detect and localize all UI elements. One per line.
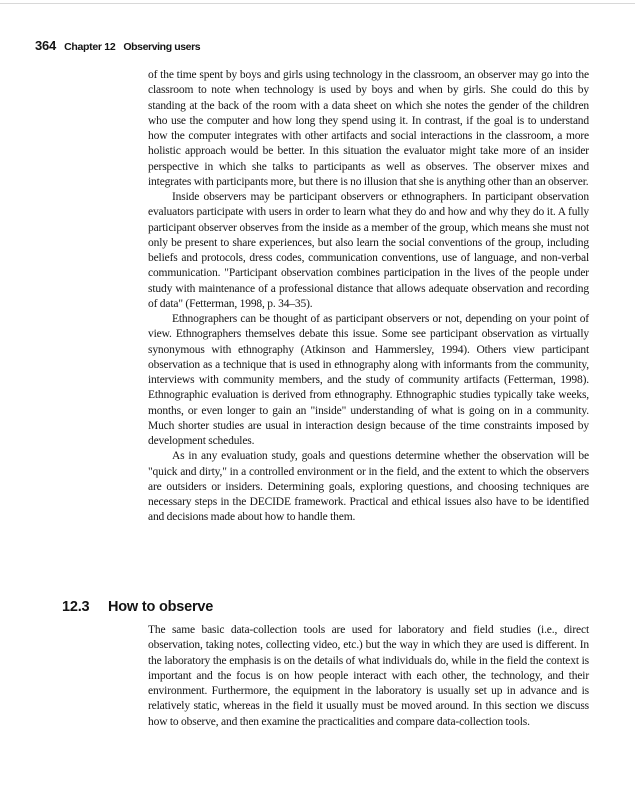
section-body-text: [148, 623, 589, 730]
paragraph: of the time spent by boys and girls using technology in the classroom, an observer may go into the classroom to note when technology is used by boys and when by girls. She could do this by standing at the back of the room with a data sheet on which she notes the gender of the children who use the computer and how long they spend using it. In contrast, if the goal is to understand how the computer integrates with other artifacts and social interactions in the classroom, a more holistic approach would be better. In this situation the evaluator might take more of an insider perspective in which she talks to participants as well as observes. The observer mixes and integrates with participants more, but there is no illusion that she is anything other than an observer.: [148, 69, 589, 188]
paragraph: The same basic data-collection tools are used for laboratory and field studies (i.e., direct observation, taking notes, collecting video, etc.) but the way in which they are used is different. In the laboratory the emphasis is on the details of what individuals do, while in the field the context is important and the focus is on how people interact with each other, the technology, and their environment. Furthermore, the equipment in the laboratory is usually set up in advance and is relatively static, whereas in the field it usually must be moved around. In this section we discuss how to observe, and then examine the practicalities and compare data-collection tools.: [148, 624, 589, 728]
paragraph: As in any evaluation study, goals and questions determine whether the observation will be "quick and dirty," in a controlled environment or in the field, and the extent to which the observers are outsiders or insiders. Determining goals, exploring questions, and choosing techniques are necessary steps in the DECIDE framework. Practical and ethical issues also have to be identified and decisions made about how to handle them.: [148, 450, 589, 524]
page-number: 364: [35, 38, 57, 53]
chapter-title: Observing users: [123, 41, 201, 53]
section-heading: [62, 598, 213, 616]
top-rule: [0, 3, 635, 4]
section-number: 12.3: [62, 599, 90, 615]
running-head: [35, 38, 200, 55]
paragraph: Inside observers may be participant observers or ethnographers. In participant observation evaluators participate with users in order to learn what they do and how and why they do it. A fully participant observer observes from the inside as a member of the group, which means she must not only be present to share experiences, but also learn the social conventions of the group, including beliefs and protocols, dress codes, communication conventions, use of language, and non-verbal communication. "Participant observation combines participation in the lives of the people under study with maintenance of a professional distance that allows adequate observation and recording of data" (Fetterman, 1998, p. 34–35).: [148, 191, 589, 310]
chapter-label: Chapter 12: [64, 41, 116, 53]
section-title: How to observe: [108, 599, 214, 615]
paragraph: Ethnographers can be thought of as participant observers or not, depending on your point of view. Ethnographers themselves debate this issue. Some see participant observation as virtually synonymous with ethnography (Atkinson and Hammersley, 1994). Others view participant observation as a technique that is used in ethnography along with informants from the community, interviews with community members, and the study of community artifacts (Fetterman, 1998). Ethnographic evaluation is derived from ethnography. Ethnographic studies typically take weeks, months, or even longer to gain an "inside" understanding of what is going on in a community. Much shorter studies are usual in interaction design because of the time constraints imposed by development schedules.: [148, 313, 589, 447]
body-text: [148, 68, 589, 526]
